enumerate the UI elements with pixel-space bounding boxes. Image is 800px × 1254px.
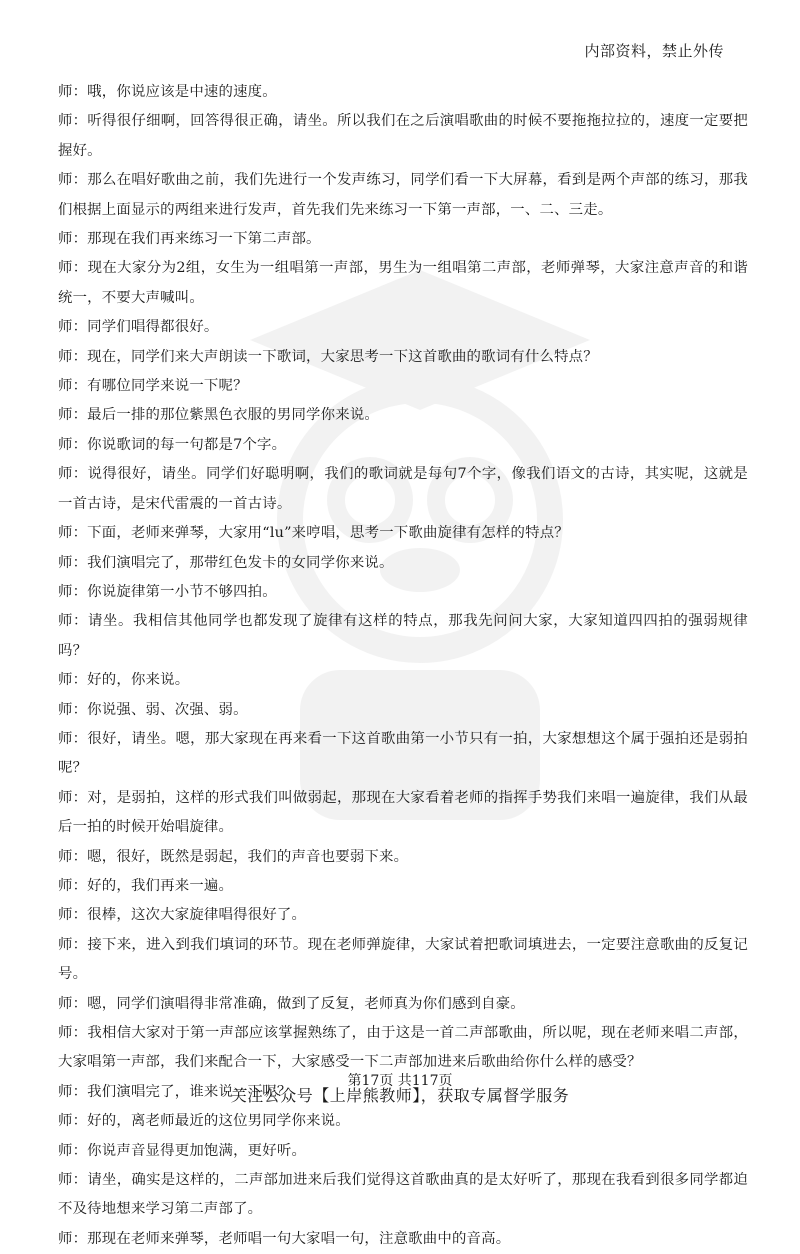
transcript-line: 师：接下来，进入到我们填词的环节。现在老师弹旋律，大家试着把歌词填进去，一定要注意歌曲的反复记号。 — [58, 936, 748, 983]
transcript-line: 师：说得很好，请坐。同学们好聪明啊，我们的歌词就是每句7个字，像我们语文的古诗，其实呢，这就是一首古诗，是宋代雷震的一首古诗。 — [58, 466, 748, 512]
transcript-line: 师：有哪位同学来说一下呢？ — [58, 378, 248, 395]
transcript-line: 师：那么在唱好歌曲之前，我们先进行一个发声练习，同学们看一下大屏幕，看到是两个声部的练习，那我们根据上面显示的两组来进行发声，首先我们先来练习一下第一声部，一、二、三走。 — [58, 172, 748, 218]
transcript-line: 师：下面，老师来弹琴，大家用“lu”来哼唱，思考一下歌曲旋律有怎样的特点？ — [58, 525, 569, 542]
transcript-line: 师：那现在老师来弹琴，老师唱一句大家唱一句，注意歌曲中的音高。 — [58, 1230, 511, 1247]
transcript-line: 师：现在大家分为2组，女生为一组唱第一声部，男生为一组唱第二声部，老师弹琴，大家注意声音的和谐统一，不要大声喊叫。 — [58, 260, 748, 306]
transcript-line: 师：很好，请坐。嗯，那大家现在再来看一下这首歌曲第一小节只有一拍，大家想想这个属于强拍还是弱拍呢？ — [58, 730, 748, 777]
transcript-line: 师：哦，你说应该是中速的速度。 — [58, 84, 277, 100]
transcript-line: 师：你说强、弱、次强、弱。 — [58, 701, 248, 718]
transcript-line: 师：好的，离老师最近的这位男同学你来说。 — [58, 1113, 350, 1130]
transcript-line: 师：请坐，确实是这样的，二声部加进来后我们觉得这首歌曲真的是太好听了，那现在我看到很多同学都迫不及待地想来学习第二声部了。 — [58, 1172, 748, 1218]
transcript-line: 师：嗯，很好，既然是弱起，我们的声音也要弱下来。 — [58, 848, 409, 865]
transcript-line: 师：对，是弱拍，这样的形式我们叫做弱起，那现在大家看着老师的指挥手势我们来唱一遍旋律，我们从最后一拍的时候开始唱旋律。 — [58, 789, 748, 836]
transcript-line: 师：你说声音显得更加饱满，更好听。 — [58, 1142, 307, 1159]
transcript-line: 师：好的，你来说。 — [58, 672, 190, 689]
transcript-line: 师：我相信大家对于第一声部应该掌握熟练了，由于这是一首二声部歌曲，所以呢，现在老师来唱二声部，大家唱第一声部，我们来配合一下，大家感受一下二声部加进来后歌曲给你什么样的感受？ — [58, 1025, 748, 1071]
transcript-line: 师：好的，我们再来一遍。 — [58, 877, 234, 894]
transcript-line: 师：你说歌词的每一句都是7个字。 — [58, 436, 287, 453]
transcript-line: 师：我们演唱完了，那带红色发卡的女同学你来说。 — [58, 554, 394, 571]
transcript-line: 师：嗯，同学们演唱得非常准确，做到了反复，老师真为你们感到自豪。 — [58, 995, 525, 1012]
transcript-line: 师：最后一排的那位紫黑色衣服的男同学你来说。 — [58, 407, 379, 424]
page-indicator: 第17页 共117页 — [347, 1073, 453, 1089]
transcript-line: 师：请坐。我相信其他同学也都发现了旋律有这样的特点，那我先问问大家，大家知道四四拍的强弱规律吗？ — [58, 613, 748, 659]
promo-footer: 关注公众号【上岸熊教师】，获取专属督学服务 — [230, 1086, 570, 1105]
transcript-line: 师：那现在我们再来练习一下第二声部。 — [58, 231, 321, 248]
confidential-notice: 内部资料，禁止外传 — [584, 42, 724, 60]
transcript-line: 师：现在，同学们来大声朗读一下歌词，大家思考一下这首歌曲的歌词有什么特点？ — [58, 348, 598, 365]
transcript-line: 师：听得很仔细啊，回答得很正确，请坐。所以我们在之后演唱歌曲的时候不要拖拖拉拉的，速度一定要把握好。 — [58, 113, 748, 159]
transcript-line: 师：很棒，这次大家旋律唱得很好了。 — [58, 907, 307, 924]
transcript-line: 师：我们演唱完了，谁来说一下呢？ — [58, 1083, 292, 1100]
transcript-line: 师：你说旋律第一小节不够四拍。 — [58, 583, 277, 600]
transcript-line: 师：同学们唱得都很好。 — [58, 319, 219, 336]
